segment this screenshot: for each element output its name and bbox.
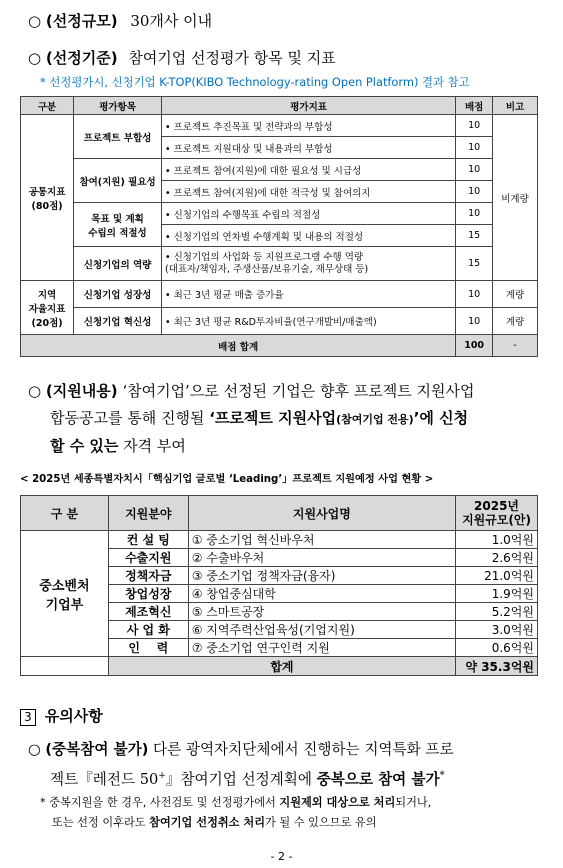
indicator: • 최근 3년 평균 R&D투자비율(연구개발비/매출액) xyxy=(161,308,455,335)
footnote-emphasis: 지원제외 대상으로 처리 xyxy=(279,796,396,809)
program-name: ② 수출바우처 xyxy=(188,549,455,567)
eval-item: 신청기업의 역량 xyxy=(74,247,162,281)
footnote-marker: * xyxy=(439,770,445,781)
score: 10 xyxy=(456,308,493,335)
program-amount: 1.0억원 xyxy=(456,531,538,549)
total-label: 배점 합계 xyxy=(21,335,456,357)
support-program-table xyxy=(20,495,538,676)
section-title: 유의사항 xyxy=(44,707,103,725)
duplicate-text: 젝트『레전드 50 xyxy=(50,770,159,788)
program-amount: 0.6억원 xyxy=(456,639,538,657)
col-header: 비고 xyxy=(493,97,538,115)
superscript: + xyxy=(158,771,166,781)
support-field: 인 력 xyxy=(108,639,188,657)
duplicate-footnote xyxy=(40,793,431,833)
col-header: 2025년 지원규모(안) xyxy=(456,496,538,531)
program-amount: 2.6억원 xyxy=(456,549,538,567)
total-label: 합계 xyxy=(108,657,455,676)
indicator: • 프로젝트 참여(지원)에 대한 필요성 및 시급성 xyxy=(161,159,455,181)
total-score: 100 xyxy=(456,335,493,357)
selection-criteria-line xyxy=(28,47,336,68)
eval-item: 프로젝트 부합성 xyxy=(74,115,162,159)
score: 10 xyxy=(456,137,493,159)
indicator: • 신청기업의 연차별 수행계획 및 내용의 적절성 xyxy=(161,225,455,247)
k-top-note: * 선정평가시, 신청기업 K-TOP(KIBO Technology-rating Open Platform) 결과 참고 xyxy=(40,75,470,89)
eval-item: 참여(지원) 필요성 xyxy=(74,159,162,203)
footnote-text: 또는 선정 이후라도 xyxy=(52,816,150,829)
support-content-text: 합동공고를 통해 진행될 xyxy=(50,409,210,427)
program-name: ⑤ 스마트공장 xyxy=(188,603,455,621)
duplicate-text: 다른 광역자치단체에서 진행하는 지역특화 프로 xyxy=(153,741,454,758)
support-project-qualifier: (참여기업 전용) xyxy=(336,413,414,426)
total-note: - xyxy=(493,335,538,357)
support-content-text: ‘참여기업’으로 선정된 기업은 향후 프로젝트 지원사업 xyxy=(122,382,475,400)
footnote-text: * 중복지원을 한 경우, 사전검토 및 선정평가에서 xyxy=(40,796,280,809)
footnote-text: 되거나, xyxy=(395,796,432,809)
selection-criteria-label: (선정기준) xyxy=(45,49,118,67)
page-number: - 2 - xyxy=(270,850,293,863)
duplicate-emphasis: 중복으로 참여 불가 xyxy=(316,770,440,788)
program-name: ⑦ 중소기업 연구인력 지원 xyxy=(188,639,455,657)
note: 계량 xyxy=(493,308,538,335)
program-name: ① 중소기업 혁신바우처 xyxy=(188,531,455,549)
score: 10 xyxy=(456,281,493,308)
program-name: ④ 창업중심대학 xyxy=(188,585,455,603)
selection-scale-text: 30개사 이내 xyxy=(130,12,213,30)
program-amount: 21.0억원 xyxy=(456,567,538,585)
eval-item: 신청기업 성장성 xyxy=(74,281,162,308)
support-field: 컨 설 팅 xyxy=(108,531,188,549)
program-name: ⑥ 지역주력산업육성(기업지원) xyxy=(188,621,455,639)
col-header: 평가지표 xyxy=(161,97,455,115)
col-header: 구분 xyxy=(21,97,74,115)
indicator: • 프로젝트 참여(지원)에 대한 적극성 및 참여의지 xyxy=(161,181,455,203)
support-eligibility: 할 수 있는 xyxy=(50,437,119,455)
indicator: • 최근 3년 평균 매출 증가율 xyxy=(161,281,455,308)
score: 10 xyxy=(456,181,493,203)
duplicate-text: 』참여기업 선정계획에 xyxy=(165,770,317,788)
indicator: • 신청기업의 사업화 등 지원프로그램 수행 역량 (대표자/책임자, 주생산품/보유기술, 재무상태 등) xyxy=(161,247,455,281)
col-header: 배점 xyxy=(456,97,493,115)
bullet-marker: ○ xyxy=(28,12,42,30)
footnote-emphasis: 참여기업 선정취소 처리 xyxy=(149,816,266,829)
col-header: 지원사업명 xyxy=(188,496,455,531)
support-table-caption: < 2025년 세종특별자치시「핵심기업 글로벌 ‘Leading’」프로젝트 지원예정 사업 현황 > xyxy=(20,474,434,485)
total-amount: 약 35.3억원 xyxy=(456,657,538,676)
indicator: • 신청기업의 수행목표 수립의 적절성 xyxy=(161,203,455,225)
selection-criteria-text: 참여기업 선정평가 항목 및 지표 xyxy=(128,49,336,67)
section-number: 3 xyxy=(20,709,36,726)
score: 15 xyxy=(456,247,493,281)
program-amount: 5.2억원 xyxy=(456,603,538,621)
evaluation-table xyxy=(20,96,538,357)
note-common: 비계량 xyxy=(493,115,538,281)
program-amount: 3.0억원 xyxy=(456,621,538,639)
duplicate-participation-paragraph xyxy=(28,737,454,793)
group-common: 공통지표 (80점) xyxy=(21,115,74,281)
program-amount: 1.9억원 xyxy=(456,585,538,603)
selection-scale-label: (선정규모) xyxy=(45,12,118,30)
footnote-text: 가 될 수 있으므로 유의 xyxy=(265,816,377,829)
bullet-marker: ○ xyxy=(28,49,42,67)
program-name: ③ 중소기업 정책자금(융자) xyxy=(188,567,455,585)
score: 10 xyxy=(456,115,493,137)
support-content-paragraph xyxy=(28,378,548,460)
duplicate-label: (중복참여 불가) xyxy=(45,741,149,758)
support-field: 사 업 화 xyxy=(108,621,188,639)
group-regional: 지역 자율지표 (20점) xyxy=(21,281,74,335)
blank-cell xyxy=(21,657,109,676)
score: 10 xyxy=(456,203,493,225)
col-header: 평가항목 xyxy=(74,97,162,115)
score: 15 xyxy=(456,225,493,247)
indicator: • 프로젝트 추진목표 및 전략과의 부합성 xyxy=(161,115,455,137)
support-content-text: 자격 부여 xyxy=(118,437,186,455)
indicator: • 프로젝트 지원대상 및 내용과의 부합성 xyxy=(161,137,455,159)
support-field: 창업성장 xyxy=(108,585,188,603)
support-project-name: ‘프로젝트 지원사업 xyxy=(209,409,337,427)
note: 계량 xyxy=(493,281,538,308)
support-field: 수출지원 xyxy=(108,549,188,567)
ministry-group: 중소벤처 기업부 xyxy=(21,531,109,657)
bullet-marker: ○ xyxy=(28,382,42,400)
col-header: 구 분 xyxy=(21,496,109,531)
support-field: 제조혁신 xyxy=(108,603,188,621)
score: 10 xyxy=(456,159,493,181)
eval-item: 신청기업 혁신성 xyxy=(74,308,162,335)
support-content-label: (지원내용) xyxy=(45,382,118,400)
col-header: 지원분야 xyxy=(108,496,188,531)
support-field: 정책자금 xyxy=(108,567,188,585)
notice-heading xyxy=(20,705,103,726)
eval-item: 목표 및 계획 수립의 적절성 xyxy=(74,203,162,247)
bullet-marker: ○ xyxy=(28,741,41,758)
selection-scale-line xyxy=(28,10,212,31)
support-project-suffix: ’에 신청 xyxy=(413,409,469,427)
